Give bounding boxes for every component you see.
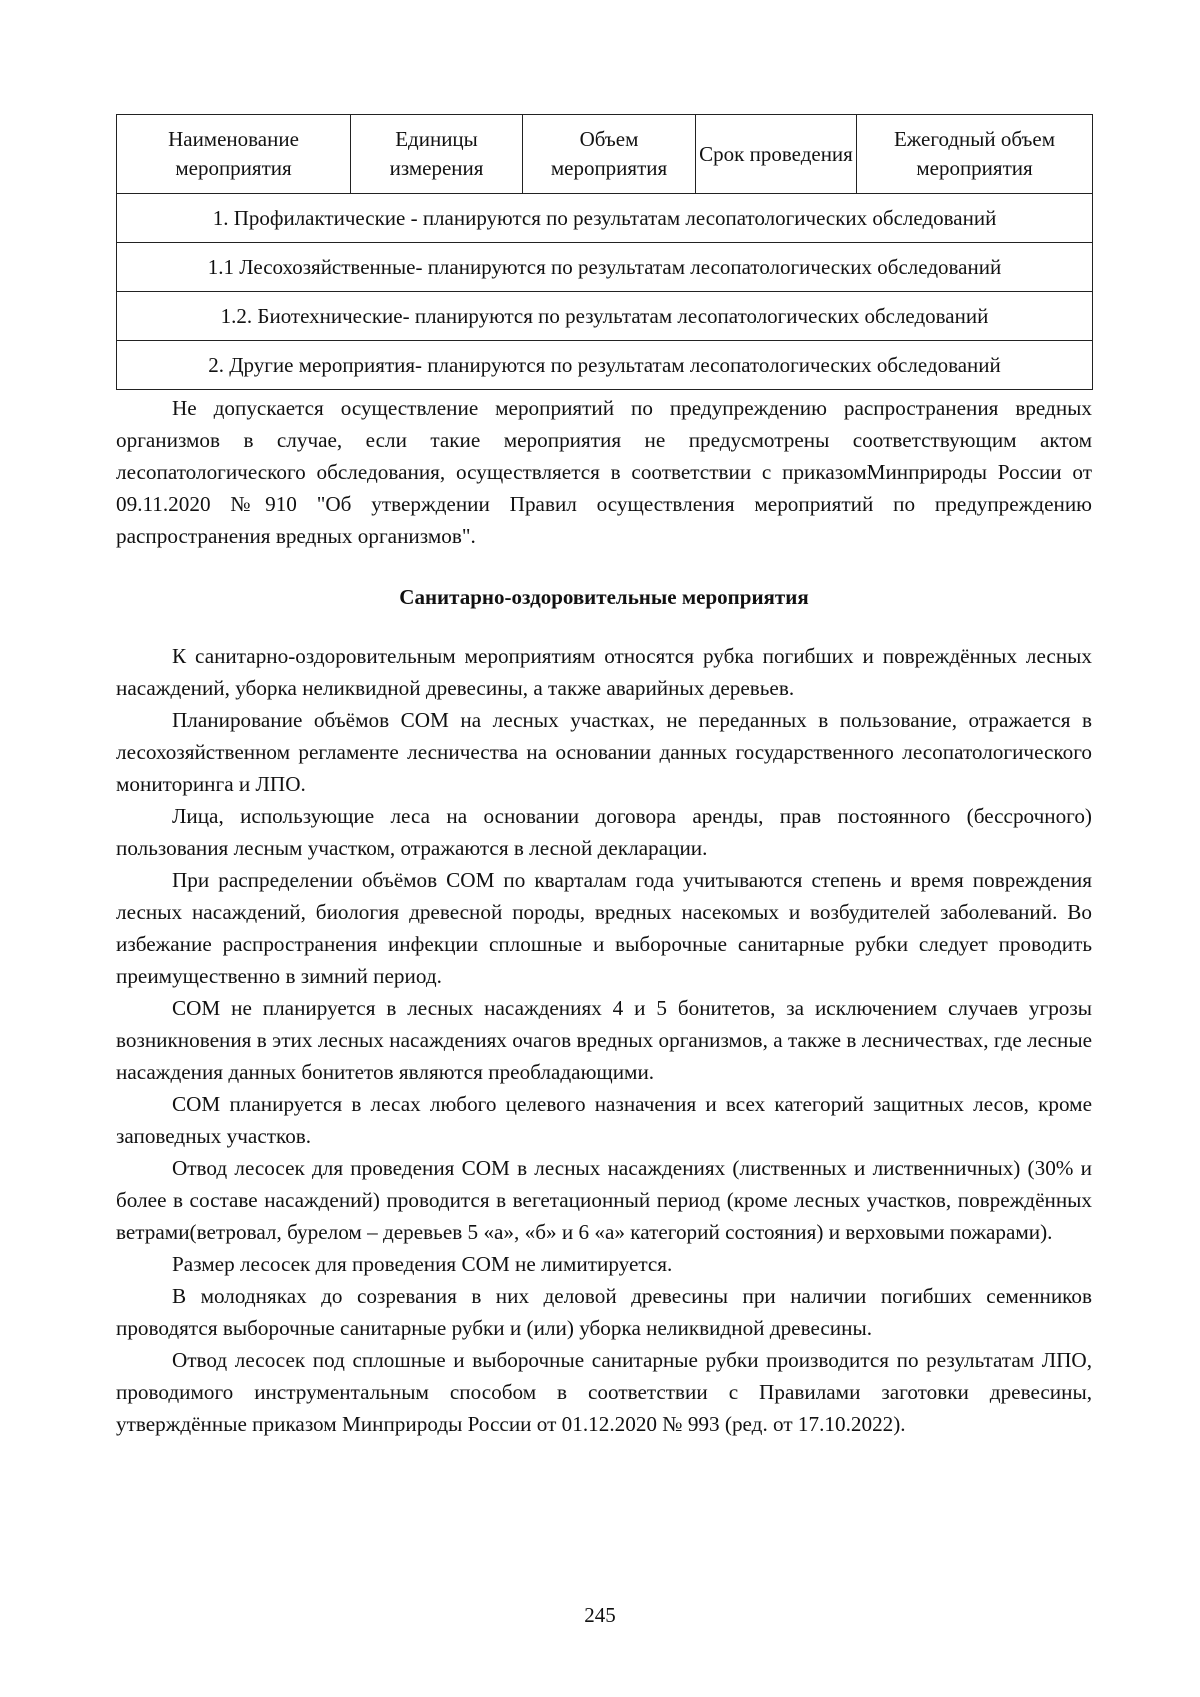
paragraph: К санитарно-оздоровительным мероприятиям относятся рубка погибших и повреждённых лесных насаждений, уборка неликвидной древесины, а также аварийных деревьев.	[116, 644, 1092, 700]
body-text	[116, 640, 1092, 1440]
header-period: Срок проведения	[696, 115, 857, 194]
section-heading: Санитарно-оздоровительные мероприятия	[399, 585, 809, 609]
table-row	[117, 243, 1093, 292]
page-number: 245	[584, 1603, 616, 1627]
table-row-other: 2. Другие мероприятия- планируются по результатам лесопатологических обследований	[117, 341, 1093, 390]
paragraph: СОМ планируется в лесах любого целевого назначения и всех категорий защитных лесов, кроме заповедных участков.	[116, 1092, 1092, 1148]
header-units: Единицы измерения	[351, 115, 523, 194]
table-row	[117, 341, 1093, 390]
table-row	[117, 292, 1093, 341]
table-row-preventive: 1. Профилактические - планируются по результатам лесопатологических обследований	[117, 194, 1093, 243]
table-row	[117, 194, 1093, 243]
intro-paragraph: Не допускается осуществление мероприятий по предупреждению распространения вредных организмов в случае, если такие мероприятия не предусмотрены соответствующим актом лесопатологического обследования, осуществляется в соответствии с приказомМинприроды России от 09.11.2020 №910 "Об утверждении Правил осуществления мероприятий по предупреждению распространения вредных организмов".	[116, 396, 1092, 548]
measures-table	[116, 114, 1093, 390]
paragraph: В молодняках до созревания в них деловой древесины при наличии погибших семенников проводятся выборочные санитарные рубки и (или) уборка неликвидной древесины.	[116, 1284, 1092, 1340]
paragraph: При распределении объёмов СОМ по кварталам года учитываются степень и время повреждения лесных насаждений, биология древесной породы, вредных насекомых и возбудителей заболеваний. Во избежание распространения инфекции сплошные и выборочные санитарные рубки следует проводить преимущественно в зимний период.	[116, 868, 1092, 988]
header-measure-name: Наименование мероприятия	[117, 115, 351, 194]
intro-block	[116, 392, 1092, 552]
paragraph: СОМ не планируется в лесных насаждениях 4 и 5 бонитетов, за исключением случаев угрозы возникновения в этих лесных насаждениях очагов вредных организмов, а также в лесничествах, где лесные насаждения данных бонитетов являются преобладающими.	[116, 996, 1092, 1084]
paragraph: Планирование объёмов СОМ на лесных участках, не переданных в пользование, отражается в лесохозяйственном регламенте лесничества на основании данных государственного лесопатологического мониторинга и ЛПО.	[116, 708, 1092, 796]
header-volume: Объем мероприятия	[523, 115, 696, 194]
table-header-row	[117, 115, 1093, 194]
paragraph: Отвод лесосек под сплошные и выборочные санитарные рубки производится по результатам ЛПО, проводимого инструментальным способом в соответствии с Правилами заготовки древесины, утверждённые приказом Минприроды России от 01.12.2020 № 993 (ред. от 17.10.2022).	[116, 1348, 1092, 1436]
header-annual-volume: Ежегодный объем мероприятия	[857, 115, 1093, 194]
table-row-forestry: 1.1 Лесохозяйственные- планируются по результатам лесопатологических обследований	[117, 243, 1093, 292]
table-row-biotechnical: 1.2. Биотехнические- планируются по результатам лесопатологических обследований	[117, 292, 1093, 341]
paragraph: Отвод лесосек для проведения СОМ в лесных насаждениях (лиственных и лиственничных) (30% и более в составе насаждений) проводится в вегетационный период (кроме лесных участков, повреждённых ветрами(ветровал, бурелом – деревьев 5 «а», «б» и 6 «а» категорий состояния) и верховыми пожарами).	[116, 1156, 1092, 1244]
paragraph: Размер лесосек для проведения СОМ не лимитируется.	[172, 1252, 673, 1276]
paragraph: Лица, использующие леса на основании договора аренды, прав постоянного (бессрочного) пользования лесным участком, отражаются в лесной декларации.	[116, 804, 1092, 860]
